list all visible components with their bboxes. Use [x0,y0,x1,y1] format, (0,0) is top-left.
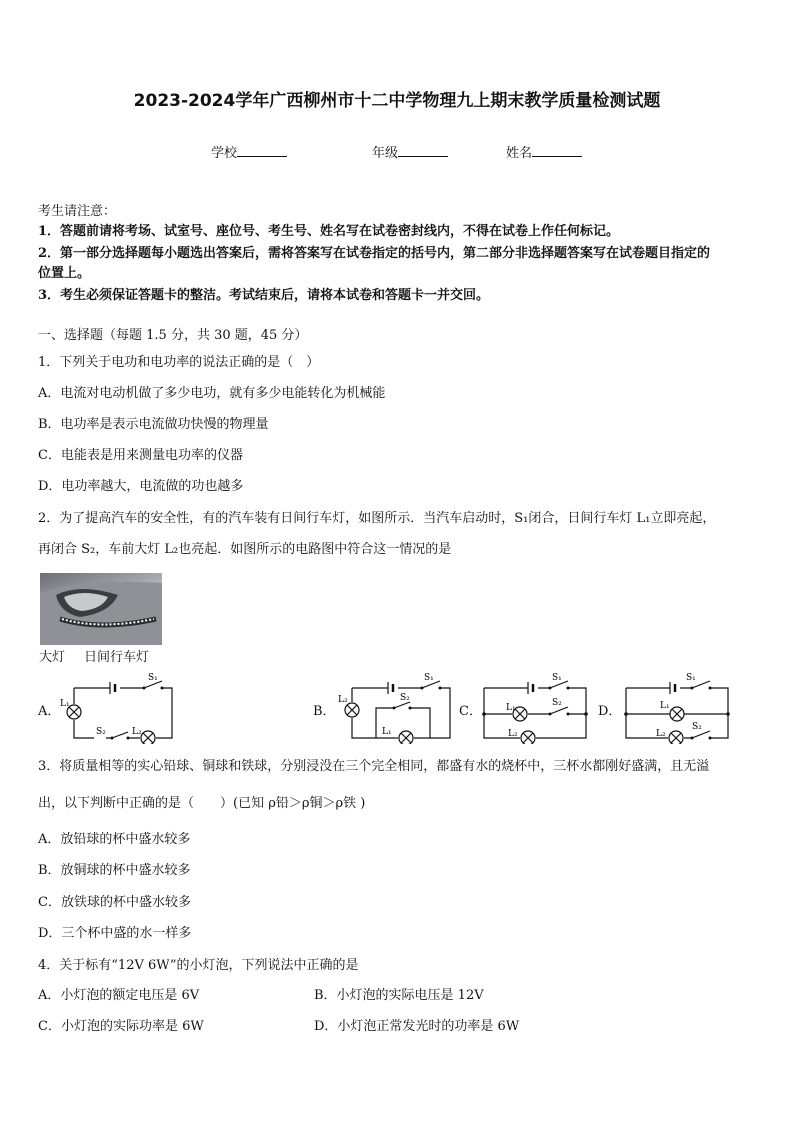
car-headlight-photo [40,573,162,645]
name-blank[interactable] [532,144,582,157]
label-s1: S₁ [148,673,158,683]
label-s2: S₂ [552,698,562,708]
label-l2: L₂ [132,727,142,737]
option-b[interactable]: B．放铜球的杯中盛水较多 [38,863,191,878]
notice-item: 1．答题前请将考场、试室号、座位号、考生号、姓名写在试卷密封线内，不得在试卷上作任何标记。 [38,224,620,239]
question-stem: 3．将质量相等的实心铅球、铜球和铁球，分别浸没在三个完全相同，都盛有水的烧杯中，三杯水都刚好盛满，且无溢 [38,759,710,774]
label-l1: L₁ [60,699,70,709]
option-d[interactable]: D．电功率越大，电流做的功也越多 [38,479,244,494]
question-stem-line2: 出，以下判断中正确的是（ ）(已知 ρ铅＞ρ铜＞ρ铁 ) [38,796,366,811]
label-s1: S₁ [552,673,562,683]
option-d[interactable]: D． [598,704,622,719]
question-stem-line2: 再闭合 S₂，车前大灯 L₂也亮起．如图所示的电路图中符合这一情况的是 [38,542,452,557]
label-l1: L₁ [506,703,516,713]
option-c[interactable]: C．电能表是用来测量电功率的仪器 [38,448,243,463]
option-d[interactable]: D．三个杯中盛的水一样多 [38,926,192,941]
option-a[interactable]: A．小灯泡的额定电压是 6V [38,988,200,1003]
option-a[interactable]: A．放铅球的杯中盛水较多 [38,832,191,847]
circuit-diagram-c [478,672,594,744]
photo-label-headlight: 大灯 [39,650,66,665]
label-l1: L₁ [660,701,670,711]
option-b[interactable]: B． [313,704,336,719]
photo-label-daytime-light: 日间行车灯 [84,650,150,665]
option-b[interactable]: B．电功率是表示电流做功快慢的物理量 [38,417,269,432]
option-c[interactable]: C．小灯泡的实际功率是 6W [38,1019,204,1034]
school-blank[interactable] [237,144,287,157]
option-c[interactable]: C．放铁球的杯中盛水较多 [38,895,191,910]
question-stem: 1．下列关于电功和电功率的说法正确的是（ ） [38,355,320,370]
school-label: 学校 [211,146,238,161]
notice-item: 2．第一部分选择题每小题选出答案后，需将答案写在试卷指定的括号内，第二部分非选择题答案写在试卷题目指定的 [38,246,711,261]
question-stem: 4．关于标有“12V 6W”的小灯泡，下列说法中正确的是 [38,958,359,973]
page-title: 2023-2024学年广西柳州市十二中学物理九上期末教学质量检测试题 [133,91,661,111]
grade-label: 年级 [372,146,399,161]
label-l2: L₂ [656,729,666,739]
label-s2: S₂ [400,693,410,703]
label-l2: L₂ [508,729,518,739]
notice-heading: 考生请注意： [38,204,117,219]
label-s1: S₁ [686,673,696,683]
label-l2: L₂ [338,695,348,705]
option-a[interactable]: A．电流对电动机做了多少电功，就有多少电能转化为机械能 [38,386,386,401]
option-d[interactable]: D．小灯泡正常发光时的功率是 6W [314,1019,520,1034]
notice-item: 位置上。 [38,266,91,281]
label-s2: S₂ [96,727,106,737]
grade-blank[interactable] [398,144,448,157]
section-heading: 一、选择题（每题 1.5 分，共 30 题，45 分） [38,328,308,343]
label-l1: L₁ [382,727,392,737]
option-b[interactable]: B．小灯泡的实际电压是 12V [314,988,484,1003]
label-s2: S₂ [692,722,702,732]
school-field[interactable] [211,142,287,161]
circuit-diagram-a [58,672,178,744]
circuit-diagram-d [620,672,736,744]
name-field[interactable] [506,142,582,161]
question-stem: 2．为了提高汽车的安全性，有的汽车装有日间行车灯，如图所示．当汽车启动时，S₁闭合，日间行车灯 L₁立即亮起， [38,511,716,526]
grade-field[interactable] [372,142,448,161]
notice-item: 3．考生必须保证答题卡的整洁。考试结束后，请将本试卷和答题卡一并交回。 [38,288,490,303]
name-label: 姓名 [506,146,533,161]
label-s1: S₁ [424,673,434,683]
option-a[interactable]: A． [38,704,61,719]
car-headlight-illustration [40,573,162,645]
option-c[interactable]: C． [459,704,482,719]
circuit-diagram-b [336,672,456,744]
